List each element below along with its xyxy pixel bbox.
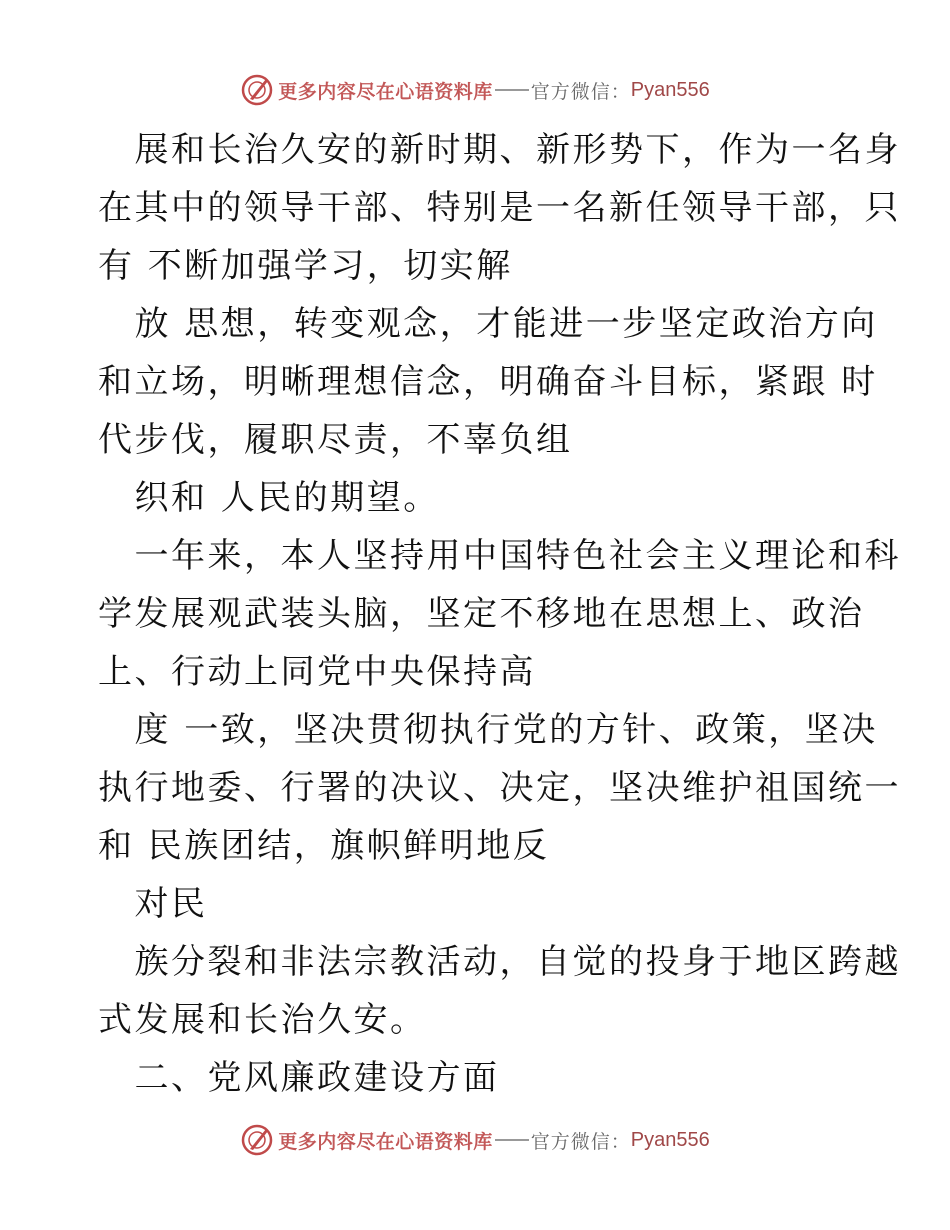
text-line: 展和长治久安的新时期、新形势下，作为一名身 (98, 130, 901, 170)
footer-banner (0, 1122, 950, 1158)
text-line: 对民 (98, 884, 208, 924)
header-banner (0, 72, 950, 108)
text-line: 族分裂和非法宗教活动，自觉的投身于地区跨越 (98, 942, 901, 982)
text-line: 和 民族团结，旗帜鲜明地反 (98, 826, 550, 866)
header-text: 更多内容尽在心语资料库 (278, 80, 493, 103)
text-line: 有 不断加强学习，切实解 (98, 246, 513, 286)
quill-logo-icon (240, 1123, 274, 1157)
text-line: 代步伐，履职尽责，不辜负组 (98, 420, 573, 460)
header-wechat-id: Pyan556 (630, 78, 710, 101)
body-text (98, 121, 901, 1107)
header-dash (495, 89, 529, 91)
text-line: 执行地委、行署的决议、决定，坚决维护祖国统一 (98, 768, 901, 808)
text-line: 上、行动上同党中央保持高 (98, 652, 536, 692)
text-line: 放 思想，转变观念，才能进一步坚定政治方向 (98, 304, 878, 344)
footer-wechat-id: Pyan556 (630, 1128, 710, 1151)
footer-dash (495, 1139, 529, 1141)
text-line: 和立场，明晰理想信念，明确奋斗目标，紧跟 时 (98, 362, 878, 402)
text-line: 学发展观武装头脑，坚定不移地在思想上、政治 (98, 594, 865, 634)
text-line: 一年来，本人坚持用中国特色社会主义理论和科 (98, 536, 901, 576)
text-line: 织和 人民的期望。 (98, 478, 440, 518)
header-wechat-label: 官方微信： (530, 80, 631, 103)
quill-logo-icon (240, 73, 274, 107)
footer-wechat-label: 官方微信： (530, 1130, 631, 1153)
text-line: 在其中的领导干部、特别是一名新任领导干部，只 (98, 188, 901, 228)
footer-text: 更多内容尽在心语资料库 (278, 1130, 493, 1153)
text-line: 度 一致，坚决贯彻执行党的方针、政策，坚决 (98, 710, 878, 750)
text-line: 二、党风廉政建设方面 (98, 1058, 500, 1098)
text-line: 式发展和长治久安。 (98, 1000, 427, 1040)
